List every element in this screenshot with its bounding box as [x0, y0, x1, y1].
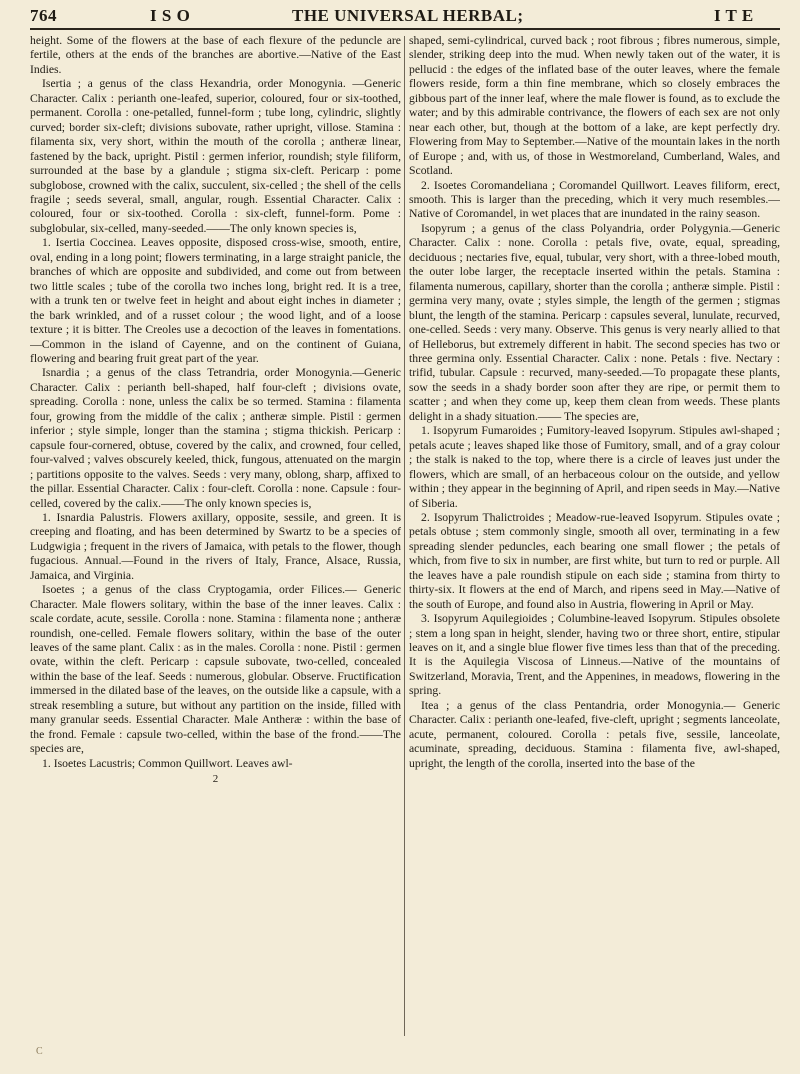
head-title: THE UNIVERSAL HERBAL; — [292, 6, 524, 25]
head-right-word: I T E — [714, 6, 754, 25]
paragraph: height. Some of the flowers at the base of each flexure of the peduncle are fertile, others at the ends of the branches are abortive.—Native of the East Indies. — [30, 34, 401, 76]
paragraph: Isopyrum ; a genus of the class Polyandria, order Polygynia.—Generic Character. Calix : none. Corolla : petals five, ovate, equal, spreading, deciduous ; nectaries five, equal, tubular, very short, with a three-lobed mouth, the outer lobe larger, the receptacle inserted within the petals. Stamina : filamenta numerous, capillary, shorter than the corolla ; antheræ simple. Pistil : germina very many, ovate ; styles simple, the length of the germen ; stigmas blunt, the length of the stamina. Pericarp : capsules several, lunulate, recurved, one-celled. Seeds : very many. Observe. This genus is very nearly allied to that of Helleborus, but extremely different in habit. The second species has two or three germina only. Essential Character. Calix : none. Petals : five. Nectary : trifid, tubular. Capsule : recurved, many-seeded.—To propagate these plants, sow the seeds in a shady border soon after they are ripe, or permit them to scatter ; and when they come up, keep them clean from weeds. These plants delight in a shady situation.—— The species are, — [409, 221, 780, 423]
paragraph: Isertia ; a genus of the class Hexandria, order Monogynia. —Generic Character. Calix : perianth one-leafed, superior, coloured, four or six-toothed, permanent. Corolla : one-petalled, funnel-form ; tube long, cylindric, slightly curved; border six-cleft; divisions subovate, rather upright, villose. Stamina : filamenta six, very short, within the mouth of the corolla ; antheræ linear, fastened by the back, upright. Pistil : germen inferior, roundish; style filiform, surrounded at the base by a glandule ; stigma six-cleft. Pericarp : pome subglobose, crowned with the calix, succulent, six-celled ; the shell of the cells fragile ; seeds several, small, angular, rough. Essential Character. Calix : coloured, four or six-toothed. Corolla : six-cleft, funnel-form. Pome : subglobular, six-celled, many-seeded.——The only known species is, — [30, 77, 401, 235]
paragraph: Itea ; a genus of the class Pentandria, order Monogynia.— Generic Character. Calix : perianth one-leafed, five-cleft, upright ; segments lanceolate, acute, permanent, coloured. Corolla : petals five, sessile, lanceolate, acuminate, spreading, deciduous. Stamina : filamenta five, awl-shaped, upright, the length of the corolla, inserted into the base of the — [409, 698, 780, 770]
bottom-mark: C — [36, 1046, 43, 1057]
paragraph: shaped, semi-cylindrical, curved back ; root fibrous ; fibres numerous, simple, slender, striking deep into the mud. When newly taken out of the water, it is pellucid : the edges of the inflated base of the outer leaves, where the female flowers reside, form a thin fine membrane, which so closely embraces the gibbous part of the inner leaf, where the male flower is found, as to exclude the water; and by this admirable contrivance, the flowers of each sex are not only near each other, but, though at the bottom of a lake, are kept perfectly dry. Flowering from May to September.—Native of the mountain lakes in the north of Europe ; and, with us, of those in Westmoreland, Cumberland, Wales, and Scotland. — [409, 34, 780, 178]
column-divider — [404, 36, 405, 1036]
paragraph: Isoetes ; a genus of the class Cryptogamia, order Filices.— Generic Character. Male flowers solitary, within the base of the inner leaves. Calix : scale cordate, acute, sessile. Corolla : none. Stamina : filamenta none ; antheræ roundish, one-celled. Female flowers solitary, within the base of the outer leaves of the same plant. Calix : as in the males. Corolla : none. Pistil : germen ovate, within the cleft. Pericarp : capsule subovate, two-celled, concealed within the base of the leaf. Seeds : numerous, globular. Observe. Fructification immersed in the dilated base of the leaves, on the outside like a capsule, with a streak resembling a suture, but without any partition on the inside, filled with many granular seeds. Essential Character. Male Antheræ : within the base of the frond. Female : capsule two-celled, within the base of the frond.——The species are, — [30, 583, 401, 756]
paragraph: 1. Isopyrum Fumaroides ; Fumitory-leaved Isopyrum. Stipules awl-shaped ; petals acute ; leaves shaped like those of Fumitory, small, and of a gray colour ; the stalk is naked to the top, where there is a circle of leaves just under the flowers, which are small, of an herbaceous colour on the outside, and yellow within ; they appear in the beginning of April, and ripen seeds in May.—Native of Siberia. — [409, 424, 780, 510]
signature-mark: 2 — [212, 773, 219, 786]
paragraph: 2. Isopyrum Thalictroides ; Meadow-rue-leaved Isopyrum. Stipules ovate ; petals obtuse ; stem commonly single, smooth all over, terminating in a few spreading slender peduncles, each bearing one small flower ; the petals of which, from five to six in number, are first white, but turn to red or purple. All the leaves have a pale roundish stipule on each side ; stamina from thirty to thirty-six. It flowers at the end of March, and ripens seed in May.—Native of the south of Europe, and found also in Austria, flowering in April or May. — [409, 510, 780, 611]
paragraph: 1. Isnardia Palustris. Flowers axillary, opposite, sessile, and green. It is creeping and floating, and has been determined by Swartz to be a species of Ludgwigia ; frequent in the rivers of Jamaica, with petals to the flower, though fugacious. Annual.—Found in the rivers of Italy, France, Alsace, Russia, Jamaica, and Virginia. — [30, 510, 401, 582]
paragraph: Isnardia ; a genus of the class Tetrandria, order Monogynia.—Generic Character. Calix : perianth bell-shaped, half four-cleft ; divisions ovate, spreading. Corolla : none, unless the calix be so termed. Stamina : filamenta four, growing from the middle of the calix ; antheræ simple. Pistil : germen inferior ; style simple, longer than the stamina ; stigma thickish. Pericarp : capsule four-cornered, obtuse, covered by the calix, and crowned, four celled, four-valved ; valves obscurely keeled, thick, fungous, attenuated on the margin ; partitions opposite to the valves. Seeds : very many, oblong, sharp, affixed to the pillar. Essential Character. Calix : four-cleft. Corolla : none. Capsule : four-celled, covered by the calix.——The only known species is, — [30, 366, 401, 510]
right-column — [409, 34, 780, 1054]
head-rule — [30, 29, 780, 30]
running-head — [30, 4, 780, 30]
paragraph: 3. Isopyrum Aquilegioides ; Columbine-leaved Isopyrum. Stipules obsolete ; stem a long span in height, slender, having two or three short, entire, stipular leaves on it, and a single blue flower five times less than that of the preceding. It is the Aquilegia Viscosa of Linneus.—Native of the mountains of Switzerland, Moravia, Trent, and the Appenines, in meadows, flowering in the spring. — [409, 612, 780, 698]
left-column — [30, 34, 401, 1054]
head-left-word: I S O — [150, 6, 191, 25]
paragraph: 1. Isertia Coccinea. Leaves opposite, disposed cross-wise, smooth, entire, oval, ending in a long point; flowers terminating, in a large straight panicle, the branches of which are opposite and subdivided, and come out from between two little scales ; tube of the corolla two inches long, bright red. It is a tree, with a trunk ten or twelve feet in height and about eight inches in diameter ; the bark wrinkled, and of a russet colour ; the wood light, and of a loose texture ; it is bitter. The Creoles use a decoction of the leaves in fomentations. —Common in the island of Cayenne, and on the continent of Guiana, flowering and bearing fruit great part of the year. — [30, 236, 401, 365]
paragraph: 2. Isoetes Coromandeliana ; Coromandel Quillwort. Leaves filiform, erect, smooth. This is larger than the preceding, which it very much resembles.—Native of Coromandel, in wet places that are inundated in the rainy season. — [409, 178, 780, 221]
paragraph: 1. Isoetes Lacustris; Common Quillwort. Leaves awl- — [42, 756, 293, 770]
page-number: 764 — [30, 6, 57, 25]
